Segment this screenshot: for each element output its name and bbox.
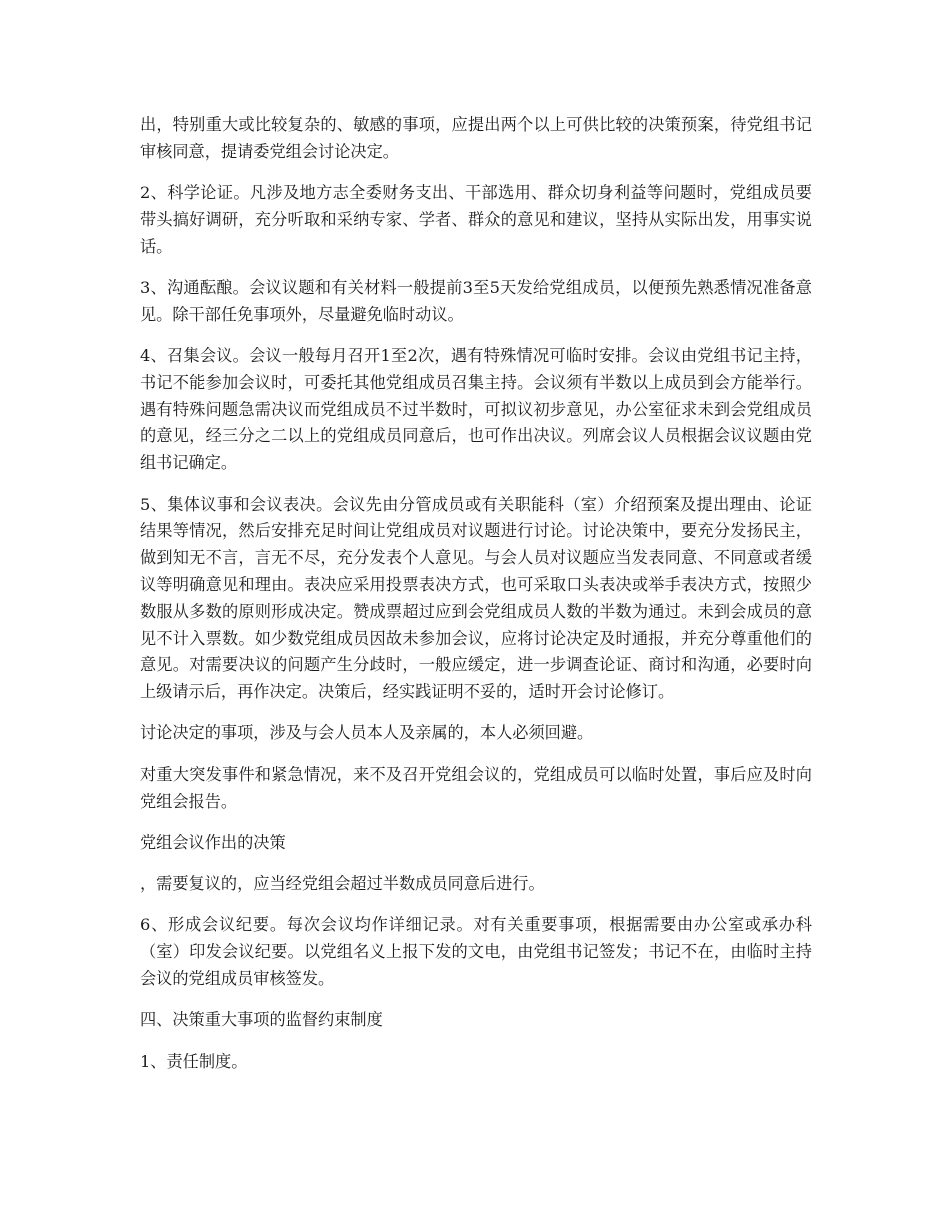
paragraph-continuation: 出，特别重大或比较复杂的、敏感的事项，应提出两个以上可供比较的决策预案，待党组书记审核同意，提请委党组会讨论决定。 [140, 115, 812, 161]
paragraph-meeting-minutes: 6、形成会议纪要。每次会议均作详细记录。对有关重要事项，根据需要由办公室或承办科（室）印发会议纪要。以党组名义上报下发的文电，由党组书记签发；书记不在，由临时主持会议的党组成员审核签发。 [140, 915, 812, 989]
paragraph-responsibility: 1、责任制度。 [140, 1051, 248, 1071]
paragraph-convene-meeting: 4、召集会议。会议一般每月召开1至2次，遇有特殊情况可临时安排。会议由党组书记主持，书记不能参加会议时，可委托其他党组成员召集主持。会议须有半数以上成员到会方能举行。遇有特殊问题急需决议而党组成员不过半数时，可拟议初步意见，办公室征求未到会党组成员的意见，经三分之二以上的党组成员同意后，也可作出决议。列席会议人员根据会议议题由党组书记确定。 [140, 346, 812, 473]
paragraph-collective-voting: 5、集体议事和会议表决。会议先由分管成员或有关职能科（室）介绍预案及提出理由、论证结果等情况，然后安排充足时间让党组成员对议题进行讨论。讨论决策中，要充分发扬民主，做到知无不言，言无不尽，充分发表个人意见。与会人员对议题应当发表同意、不同意或者缓议等明确意见和理由。表决应采用投票表决方式，也可采取口头表决或举手表决方式，按照少数服从多数的原则形成决定。赞成票超过应到会党组成员人数的半数为通过。未到会成员的意见不计入票数。如少数党组成员因故未参加会议，应将讨论决定及时通报，并充分尊重他们的意见。对需要决议的问题产生分歧时，一般应缓定，进一步调查论证、商讨和沟通，必要时向上级请示后，再作决定。决策后，经实践证明不妥的，适时开会讨论修订。 [140, 494, 812, 702]
document-body [140, 112, 812, 1090]
paragraph-emergency: 对重大突发事件和紧急情况，来不及召开党组会议的，党组成员可以临时处置，事后应及时向党组会报告。 [140, 764, 812, 811]
paragraph-decision-fragment: 党组会议作出的决策 [140, 832, 286, 852]
paragraph-reconsideration: ，需要复议的，应当经党组会超过半数成员同意后进行。 [140, 874, 545, 894]
paragraph-recusal: 讨论决定的事项，涉及与会人员本人及亲属的，本人必须回避。 [140, 723, 594, 743]
paragraph-scientific-argument: 2、科学论证。凡涉及地方志全委财务支出、干部选用、群众切身利益等问题时，党组成员要带头搞好调研，充分听取和采纳专家、学者、群众的意见和建议，坚持从实际出发，用事实说话。 [140, 183, 812, 256]
paragraph-communication: 3、沟通酝酿。会议议题和有关材料一般提前3至5天发给党组成员，以便预先熟悉情况准备意见。除干部任免事项外，尽量避免临时动议。 [140, 277, 812, 324]
section-heading-supervision: 四、决策重大事项的监督约束制度 [140, 1010, 383, 1030]
